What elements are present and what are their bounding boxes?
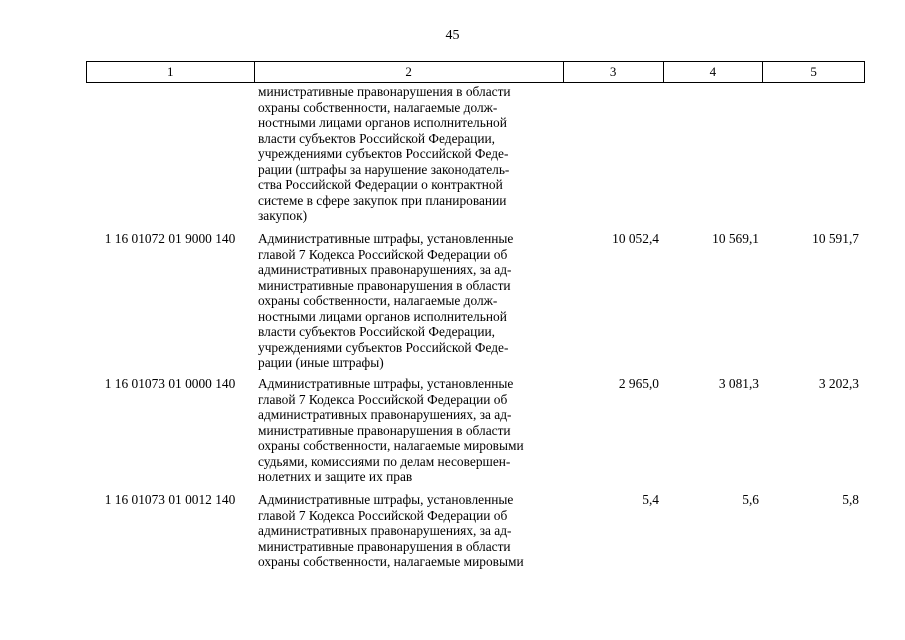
description-line: министративные правонарушения в области (258, 84, 511, 99)
description-line: Административные штрафы, установленные (258, 492, 514, 507)
description-line: Административные штрафы, установленные (258, 376, 514, 391)
description-line: главой 7 Кодекса Российской Федерации об (258, 246, 508, 262)
table-header-row (86, 61, 865, 83)
budget-code: 1 16 01072 01 9000 140 (104, 231, 236, 246)
budget-code: 1 16 01073 01 0012 140 (104, 492, 236, 507)
description-line: системе в сфере закупок при планировании (258, 192, 507, 208)
header-col-5: 5 (810, 64, 817, 79)
description-line: рации (иные штрафы) (258, 355, 384, 370)
value-col-3: 5,4 (642, 492, 659, 507)
header-col-2: 2 (255, 62, 564, 82)
description-line: рации (штрафы за нарушение законодатель- (258, 161, 510, 177)
description-line: Административные штрафы, установленные (258, 231, 514, 246)
header-col-3: 3 (564, 62, 664, 82)
description-line: министративные правонарушения в области (258, 277, 511, 293)
description-line: нолетних и защите их прав (258, 469, 413, 484)
description-line: административных правонарушениях, за ад- (258, 523, 512, 538)
value-col-5: 10 591,7 (812, 231, 859, 246)
description-line: власти субъектов Российской Федерации, (258, 130, 496, 146)
description-line: охраны собственности, налагаемые долж- (258, 293, 498, 308)
description-line: административных правонарушениях, за ад- (258, 262, 512, 277)
description-line: закупок) (258, 208, 308, 223)
continued-description (258, 84, 559, 224)
description-line: судьями, комиссиями по делам несовершен- (258, 453, 511, 469)
description-line: ства Российской Федерации о контрактной (258, 177, 503, 192)
value-col-5: 5,8 (842, 492, 859, 507)
value-col-3: 2 965,0 (618, 376, 659, 391)
description-line: учреждениями субъектов Российской Феде- (258, 146, 509, 161)
description-line: административных правонарушениях, за ад- (258, 407, 512, 422)
header-col-4: 4 (664, 62, 764, 82)
value-col-5: 3 202,3 (818, 376, 859, 391)
description-line: охраны собственности, налагаемые мировыми (258, 438, 524, 453)
page-number: 45 (445, 28, 460, 43)
description-line: власти субъектов Российской Федерации, (258, 324, 496, 339)
description-line: министративные правонарушения в области (258, 538, 511, 554)
description-line: учреждениями субъектов Российской Феде- (258, 339, 509, 355)
description-line: главой 7 Кодекса Российской Федерации об (258, 507, 508, 523)
value-col-4: 3 081,3 (718, 376, 759, 391)
row-description (258, 376, 559, 485)
value-col-4: 5,6 (742, 492, 759, 507)
header-col-1: 1 (87, 62, 255, 82)
value-col-3: 10 052,4 (612, 231, 659, 246)
description-line: главой 7 Кодекса Российской Федерации об (258, 391, 508, 407)
description-line: министративные правонарушения в области (258, 422, 511, 438)
description-line: охраны собственности, налагаемые мировыми (258, 554, 524, 569)
row-description (258, 492, 559, 570)
budget-code: 1 16 01073 01 0000 140 (104, 376, 236, 391)
description-line: ностными лицами органов исполнительной (258, 308, 507, 324)
value-col-4: 10 569,1 (712, 231, 759, 246)
row-description (258, 231, 559, 371)
description-line: охраны собственности, налагаемые долж- (258, 99, 498, 115)
description-line: ностными лицами органов исполнительной (258, 115, 507, 130)
